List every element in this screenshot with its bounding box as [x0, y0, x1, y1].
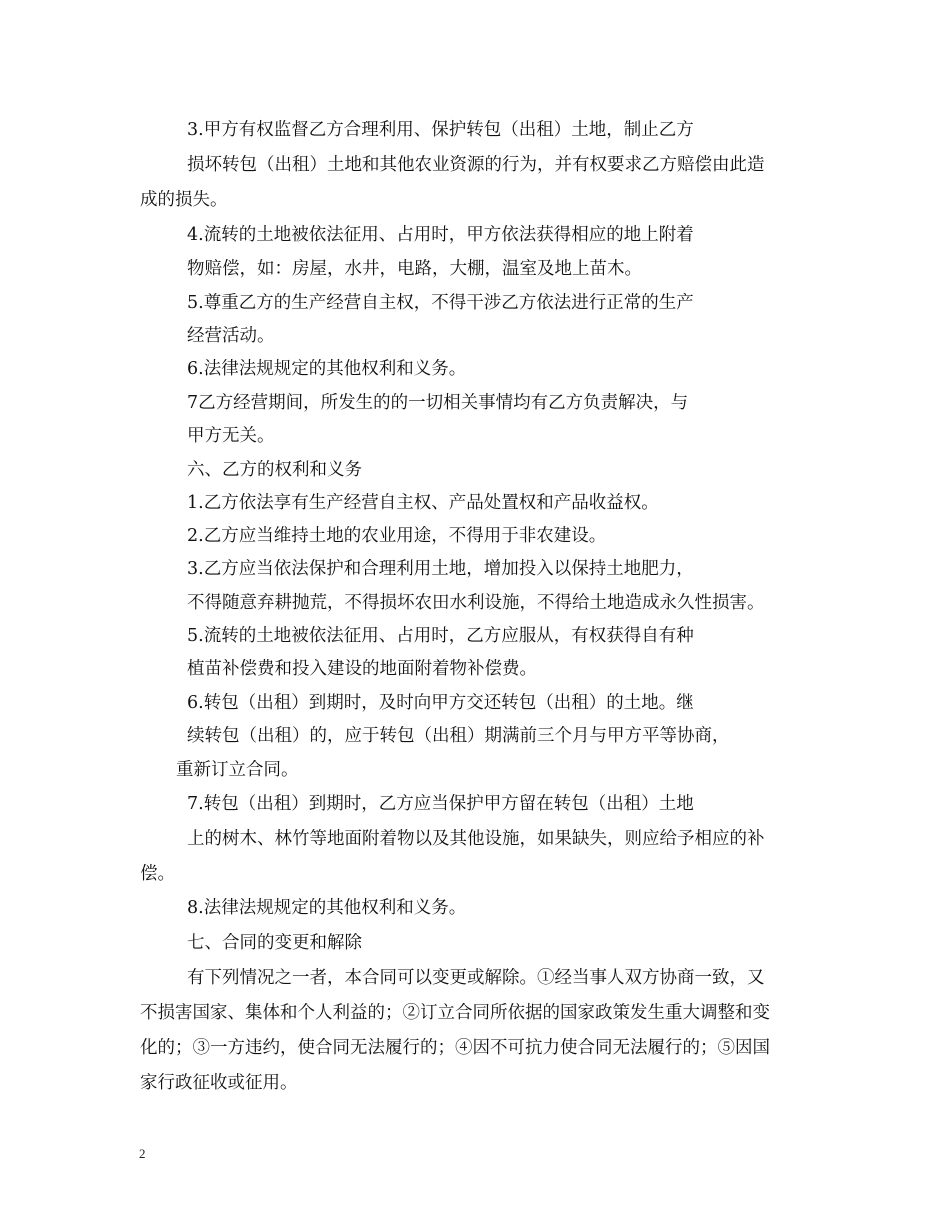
text-line: 偿。: [140, 864, 175, 884]
text-line: 4.流转的土地被依法征用、占用时，甲方依法获得相应的地上附着: [187, 225, 694, 245]
text-line: 上的树木、林竹等地面附着物以及其他设施，如果缺失，则应给予相应的补: [187, 829, 765, 849]
text-line: 3.甲方有权监督乙方合理利用、保护转包（出租）土地，制止乙方: [187, 120, 694, 140]
text-line: 6.法律法规规定的其他权利和义务。: [187, 359, 467, 379]
text-line: 成的损失。: [140, 190, 228, 210]
text-line: 甲方无关。: [187, 426, 275, 446]
text-line: 6.转包（出租）到期时，及时向甲方交还转包（出租）的土地。继: [187, 693, 694, 713]
text-line: 重新订立合同。: [176, 760, 299, 780]
text-line: 5.尊重乙方的生产经营自主权，不得干涉乙方依法进行正常的生产: [187, 293, 694, 313]
section-heading: 七、合同的变更和解除: [187, 933, 362, 953]
text-line: 化的；③一方违约，使合同无法履行的；④因不可抗力使合同无法履行的；⑤因国: [140, 1038, 770, 1058]
text-line: 2.乙方应当维持土地的农业用途，不得用于非农建设。: [187, 526, 607, 546]
text-line: 3.乙方应当依法保护和合理利用土地，增加投入以保持土地肥力，: [187, 559, 694, 579]
text-line: 物赔偿，如：房屋，水井，电路，大棚，温室及地上苗木。: [187, 259, 642, 279]
text-line: 续转包（出租）的，应于转包（出租）期满前三个月与甲方平等协商，: [187, 726, 730, 746]
text-line: 损坏转包（出租）土地和其他农业资源的行为，并有权要求乙方赔偿由此造: [187, 155, 765, 175]
page-number: 2: [139, 1146, 146, 1161]
section-heading: 六、乙方的权利和义务: [187, 460, 362, 480]
text-line: 植苗补偿费和投入建设的地面附着物补偿费。: [187, 659, 537, 679]
text-line: 不损害国家、集体和个人利益的；②订立合同所依据的国家政策发生重大调整和变: [140, 1003, 770, 1023]
text-line: 5.流转的土地被依法征用、占用时，乙方应服从，有权获得自有种: [187, 626, 694, 646]
text-line: 有下列情况之一者，本合同可以变更或解除。①经当事人双方协商一致，又: [187, 968, 765, 988]
text-line: 家行政征收或征用。: [140, 1073, 298, 1093]
text-line: 经营活动。: [187, 326, 275, 346]
text-line: 7.转包（出租）到期时，乙方应当保护甲方留在转包（出租）土地: [187, 794, 694, 814]
text-line: 8.法律法规规定的其他权利和义务。: [187, 898, 467, 918]
text-line: 7乙方经营期间，所发生的的一切相关事情均有乙方负责解决，与: [187, 393, 689, 413]
text-line: 不得随意弃耕抛荒，不得损坏农田水利设施，不得给土地造成永久性损害。: [187, 593, 765, 613]
text-line: 1.乙方依法享有生产经营自主权、产品处置权和产品收益权。: [187, 493, 659, 513]
